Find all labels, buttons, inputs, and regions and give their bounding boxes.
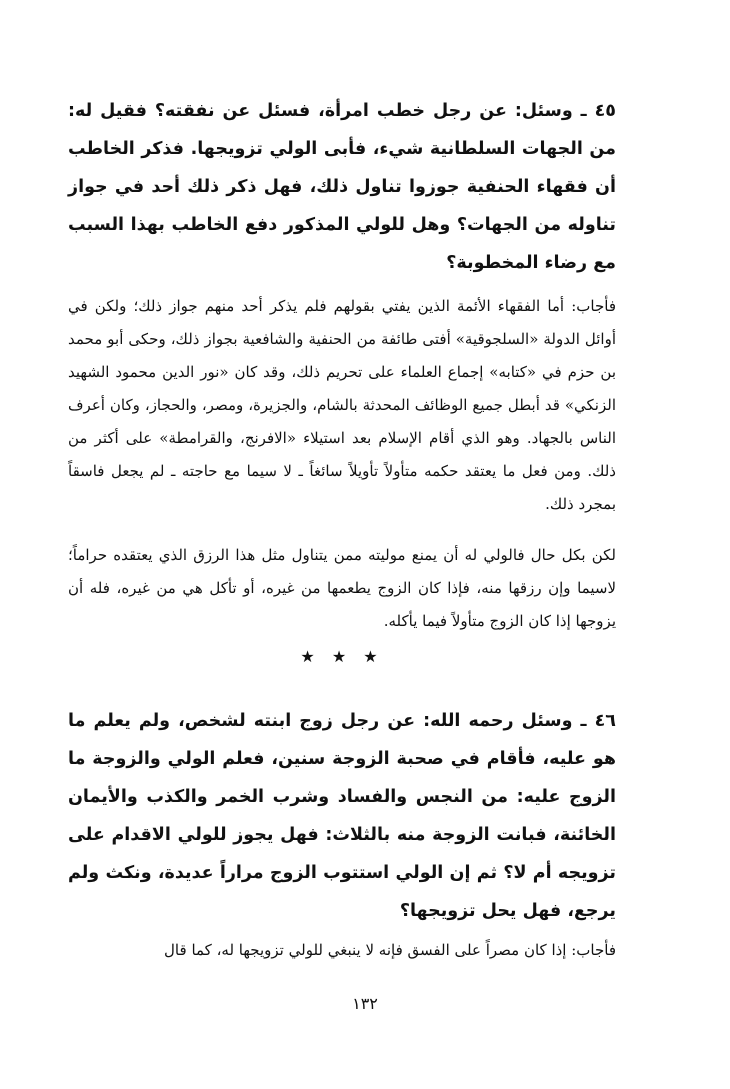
question-45: ٤٥ ـ وسئل: عن رجل خطب امرأة، فسئل عن نفقته؟ فقيل له: من الجهات السلطانية شيء، فأبى الولي تزويجها. فذكر الخاطب أن فقهاء الحنفية جوزوا تناول ذلك، فهل ذكر ذلك أحد في جواز تناوله من الجهات؟ وهل للولي المذكور دفع الخاطب بهذا السبب مع رضاء المخطوبة؟	[68, 101, 616, 273]
section-separator-stars: ★ ★ ★	[300, 647, 384, 666]
question-46: ٤٦ ـ وسئل رحمه الله: عن رجل زوج ابنته لشخص، ولم يعلم ما هو عليه، فأقام في صحبة الزوجة سنين، فعلم الولي والزوجة ما الزوج عليه: من النجس والفساد وشرب الخمر والكذب والأيمان الخائنة، فبانت الزوجة منه بالثلاث: فهل يجوز للولي الاقدام على تزويجه أم لا؟ ثم إن الولي استتوب الزوج مراراً عديدة، ونكث ولم يرجع، فهل يحل تزويجها؟	[68, 711, 616, 921]
page-number: ١٣٢	[352, 994, 378, 1013]
page-body	[68, 92, 616, 967]
answer-46-start: فأجاب: إذا كان مصراً على الفسق فإنه لا ينبغي للولي تزويجها له، كما قال	[164, 941, 616, 959]
answer-45-paragraph-2: لكن بكل حال فالولي له أن يمنع موليته ممن يتناول مثل هذا الرزق الذي يعتقده حراماً؛ لاسيما وإن رزقها منه، فإذا كان الزوج يطعمها من غيره، أو تأكل هي من غيره، فله أن يزوجها إذا كان الزوج متأولاً فيما يأكله.	[68, 546, 616, 630]
answer-45-paragraph-1: فأجاب: أما الفقهاء الأئمة الذين يفتي بقولهم فلم يذكر أحد منهم جواز ذلك؛ ولكن في أوائل الدولة «السلجوقية» أفتى طائفة من الحنفية والشافعية بجواز ذلك، وحكى أبو محمد بن حزم في «كتابه» إجماع العلماء على تحريم ذلك، وقد كان «نور الدين محمود الشهيد الزنكي» قد أبطل جميع الوظائف المحدثة بالشام، والجزيرة، ومصر، والحجاز، وكان أعرف الناس بالجهاد. وهو الذي أقام الإسلام بعد استيلاء «الافرنج، والقرامطة» على أكثر من ذلك. ومن فعل ما يعتقد حكمه متأولاً تأويلاً سائغاً ـ لا سيما مع حاجته ـ لم يجعل فاسقاً بمجرد ذلك.	[68, 297, 616, 513]
